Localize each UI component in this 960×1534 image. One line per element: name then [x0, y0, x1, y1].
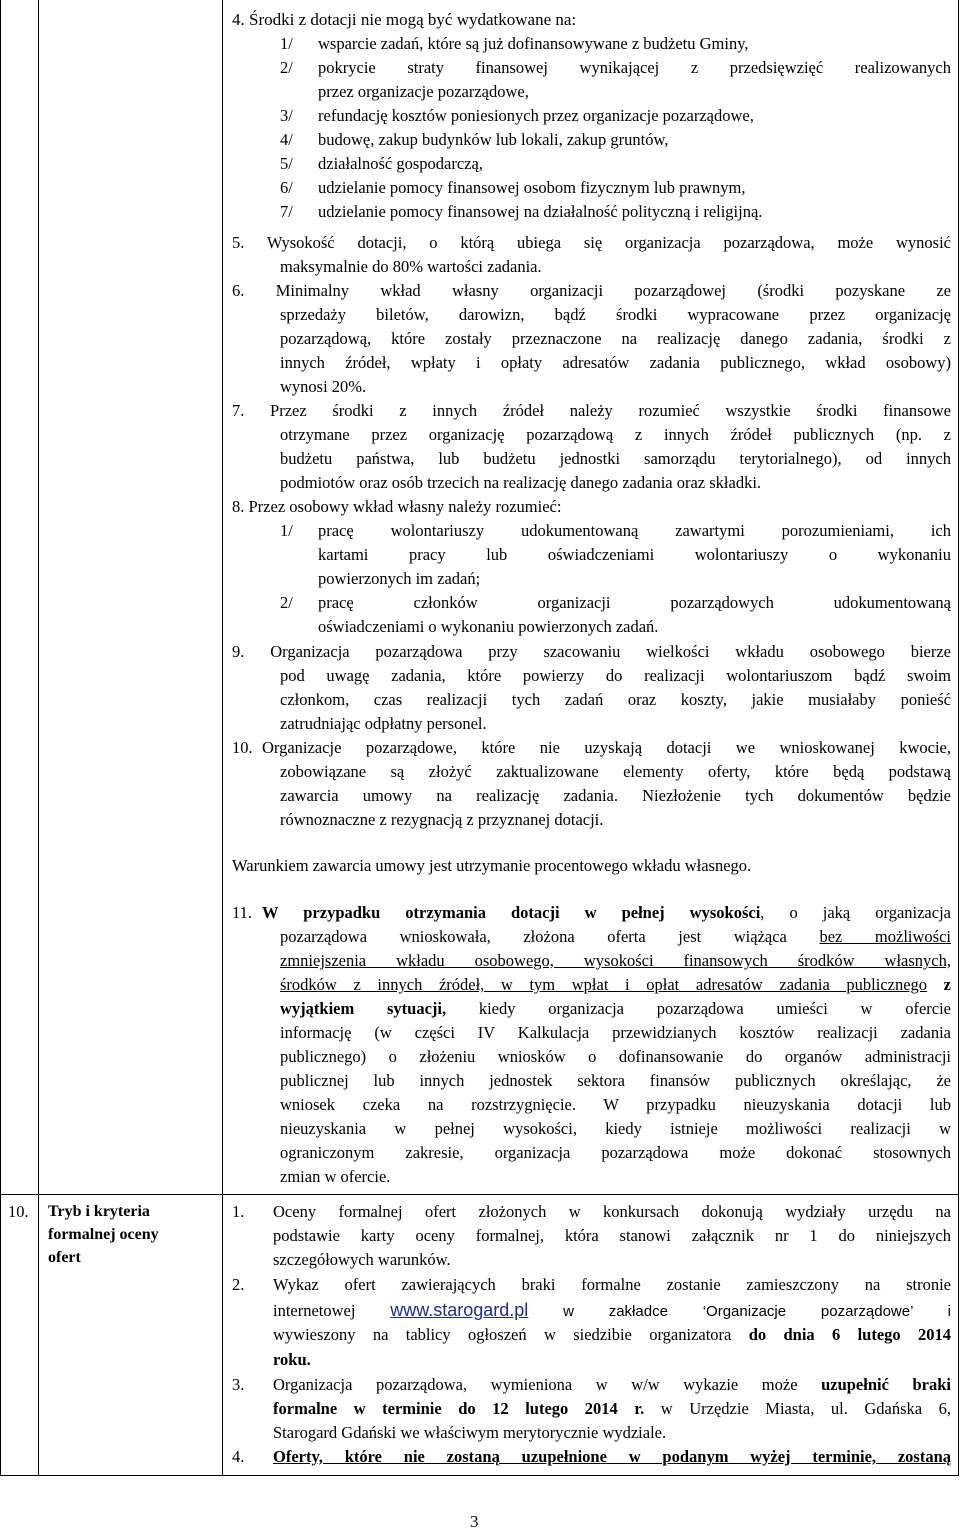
- item4-subitem-text: przez organizacje pozarządowe,: [318, 82, 529, 101]
- p3-line3: Starogard Gdański we właściwym merytorycznie wydziale.: [273, 1423, 667, 1442]
- item4-heading: 4. Środki z dotacji nie mogą być wydatkowane na:: [232, 10, 577, 29]
- p2-line3-text: wywieszony na tablicy ogłoszeń w siedzibie organizatora: [273, 1325, 749, 1344]
- item8-subitem-text: pracę członków organizacji pozarządowych udokumentowaną: [318, 593, 951, 612]
- item6-line4: innych źródeł, wpłaty i opłaty adresatów zadania publicznego, wkład osobowy): [280, 353, 951, 372]
- item8-subitem-text: powierzonych im zadań;: [318, 569, 481, 588]
- item11-line5-rest: kiedy organizacja pozarządowa umieści w ofercie: [446, 999, 952, 1018]
- p2-line2: [273, 1300, 951, 1322]
- p4-number: 4.: [232, 1447, 245, 1466]
- item4-subitem-number: 1/: [280, 34, 293, 53]
- item11-line7: publicznego) o złożeniu wniosków o dofinansowanie do organów administracji: [280, 1047, 951, 1066]
- item7-line4: podmiotów oraz osób trzecich na realizację danego zadania oraz składki.: [280, 473, 762, 492]
- item4-subitem-text: budowę, zakup budynków lub lokali, zakup gruntów,: [318, 130, 669, 149]
- item8-subitem-text: kartami pracy lub oświadczeniami wolontariuszy o wykonaniu: [318, 545, 951, 564]
- item5-line2: maksymalnie do 80% wartości zadania.: [280, 257, 542, 276]
- item8-subitem-number: 2/: [280, 593, 293, 612]
- item11-line4-underlined: środków z innych źródeł, w tym wpłat i opłat adresatów zadania publicznego: [280, 975, 928, 994]
- p3-line2: [273, 1399, 951, 1419]
- p3-line1-text: Organizacja pozarządowa, wymieniona w w/w wykazie może: [273, 1375, 822, 1394]
- item11-line4: [280, 975, 951, 995]
- item11-line1: [262, 903, 951, 923]
- table-divider-1: [38, 0, 39, 1476]
- item11-line5: [280, 999, 951, 1019]
- item11-line8: publicznej lub innych jednostek sektora finansów publicznych określając, że: [280, 1071, 951, 1090]
- section-title-line2: formalnej oceny: [48, 1226, 159, 1243]
- section-number: 10.: [8, 1202, 29, 1221]
- row-separator: [0, 1194, 959, 1195]
- p2-line1: Wykaz ofert zawierających braki formalne zostanie zamieszczony na stronie: [273, 1275, 951, 1294]
- table-divider-2: [222, 0, 223, 1476]
- p2-number: 2.: [232, 1275, 245, 1294]
- p1-line1: Oceny formalnej ofert złożonych w konkursach dokonują wydziały urzędu na: [273, 1202, 951, 1221]
- item7-line3: budżetu państwa, lub budżetu jednostki samorządu terytorialnego), od innych: [280, 449, 951, 468]
- p2-line2-text: internetowej: [273, 1301, 391, 1320]
- item4-subitem-text: refundację kosztów poniesionych przez organizacje pozarządowe,: [318, 106, 754, 125]
- item4-subitem-number: 3/: [280, 106, 293, 125]
- p3-line1-bold: uzupełnić braki: [821, 1375, 951, 1394]
- item11-line5-bold: wyjątkiem sytuacji,: [280, 999, 447, 1018]
- item4-subitem-text: udzielanie pomocy finansowej osobom fizycznym lub prawnym,: [318, 178, 746, 197]
- item11-line10: nieuzyskania w pełnej wysokości, kiedy istnieje możliwości realizacji w: [280, 1119, 951, 1138]
- item6-line5: wynosi 20%.: [280, 377, 367, 396]
- item7-line1: 7. Przez środki z innych źródeł należy rozumieć wszystkie środki finansowe: [232, 401, 951, 420]
- starogard-link[interactable]: www.starogard.pl: [390, 1300, 529, 1320]
- item4-subitem-text: pokrycie straty finansowej wynikającej z przedsięwzięć realizowanych: [318, 58, 951, 77]
- item8-subitem-number: 1/: [280, 521, 293, 540]
- item11-bold-lead: W przypadku otrzymania dotacji w pełnej wysokości: [262, 903, 761, 922]
- item11-line9: wniosek czeka na rozstrzygnięcie. W przypadku nieuzyskania dotacji lub: [280, 1095, 951, 1114]
- p1-number: 1.: [232, 1202, 245, 1221]
- item11-line2-underlined: bez możliwości: [819, 927, 952, 946]
- p2-deadline: do dnia 6 lutego 2014: [748, 1325, 951, 1344]
- item11-line12: zmian w ofercie.: [280, 1167, 391, 1186]
- page-number: 3: [470, 1512, 479, 1531]
- item11-line4-bold: z: [927, 975, 951, 994]
- item6-line2: sprzedaży biletów, darowizn, bądź środki wypracowane przez organizację: [280, 305, 951, 324]
- item9-line2: pod uwagę zadania, które powierzy do realizacji wolontariuszom bądź swoim: [280, 666, 951, 685]
- p3-deadline: formalne w terminie do 12 lutego 2014 r.: [273, 1399, 645, 1418]
- item8-heading: 8. Przez osobowy wkład własny należy rozumieć:: [232, 497, 562, 516]
- item11-line6: informację (w części IV Kalkulacja przewidzianych kosztów realizacji zadania: [280, 1023, 951, 1042]
- item11-line2-text: pozarządowa wnioskowała, złożona oferta jest wiążąca: [280, 927, 820, 946]
- table-border-left: [0, 0, 1, 1476]
- table-border-right: [958, 0, 959, 1476]
- item6-line1: 6. Minimalny wkład własny organizacji pozarządowej (środki pozyskane ze: [232, 281, 951, 300]
- p4-line1: Oferty, które nie zostaną uzupełnione w podanym wyżej terminie, zostaną: [273, 1447, 951, 1466]
- item8-subitem-text: pracę wolontariuszy udokumentowaną zawartymi porozumieniami, ich: [318, 521, 951, 540]
- item11-line3: zmniejszenia wkładu osobowego, wysokości finansowych środków własnych,: [280, 951, 951, 970]
- item10-line1: Organizacje pozarządowe, które nie uzyskają dotacji we wnioskowanej kwocie,: [262, 738, 951, 757]
- p2-line3: [273, 1325, 951, 1345]
- item10-number: 10.: [232, 738, 253, 757]
- p3-line1: [273, 1375, 951, 1395]
- item4-subitem-number: 5/: [280, 154, 293, 173]
- item11-line2: [280, 927, 951, 947]
- item10-line4: równoznaczne z rezygnacją z przyznanej dotacji.: [280, 810, 604, 829]
- item8-subitem-text: oświadczeniami o wykonaniu powierzonych zadań.: [318, 617, 659, 636]
- table-border-bottom: [0, 1475, 959, 1476]
- p3-line2-rest: w Urzędzie Miasta, ul. Gdańska 6,: [644, 1399, 951, 1418]
- condition-text: Warunkiem zawarcia umowy jest utrzymanie procentowego wkładu własnego.: [232, 856, 752, 875]
- item11-line11: ograniczonym zakresie, organizacja pozarządowa może dokonać stosownych: [280, 1143, 951, 1162]
- p2-line2-rest: w zakładce ‘Organizacje pozarządowe’ i: [528, 1303, 952, 1320]
- item4-subitem-number: 4/: [280, 130, 293, 149]
- item9-line1: 9. Organizacja pozarządowa przy szacowaniu wielkości wkładu osobowego bierze: [232, 642, 951, 661]
- item10-line2: zobowiązane są złożyć zaktualizowane elementy oferty, które będą podstawą: [280, 762, 951, 781]
- item4-subitem-number: 6/: [280, 178, 293, 197]
- item5-line1: 5. Wysokość dotacji, o którą ubiega się organizacja pozarządowa, może wynosić: [232, 233, 951, 252]
- item6-line3: pozarządową, które zostały przeznaczone na realizację danego zadania, środki z: [280, 329, 951, 348]
- item4-subitem-text: działalność gospodarczą,: [318, 154, 483, 173]
- p1-line3: szczegółowych warunków.: [273, 1250, 451, 1269]
- item4-subitem-number: 7/: [280, 202, 293, 221]
- item4-subitem-text: udzielanie pomocy finansowej na działalność polityczną i religijną.: [318, 202, 763, 221]
- item9-line4: zatrudniając odpłatny personel.: [280, 714, 487, 733]
- item4-subitem-number: 2/: [280, 58, 293, 77]
- item7-line2: otrzymane przez organizację pozarządową z innych źródeł publicznych (np. z: [280, 425, 951, 444]
- item10-line3: zawarcia umowy na realizację zadania. Niezłożenie tych dokumentów będzie: [280, 786, 951, 805]
- item11-line1-rest: , o jaką organizacja: [760, 903, 951, 922]
- item9-line3: członkom, czas realizacji tych zadań oraz koszty, jakie musiałaby ponieść: [280, 690, 951, 709]
- p2-line4: roku.: [273, 1350, 311, 1369]
- p3-number: 3.: [232, 1375, 245, 1394]
- section-title-line1: Tryb i kryteria: [48, 1203, 150, 1220]
- p1-line2: podstawie karty oceny formalnej, która stanowi załącznik nr 1 do niniejszych: [273, 1226, 951, 1245]
- item4-subitem-text: wsparcie zadań, które są już dofinansowywane z budżetu Gminy,: [318, 34, 749, 53]
- item11-number: 11.: [232, 903, 253, 922]
- section-title-line3: ofert: [48, 1249, 81, 1266]
